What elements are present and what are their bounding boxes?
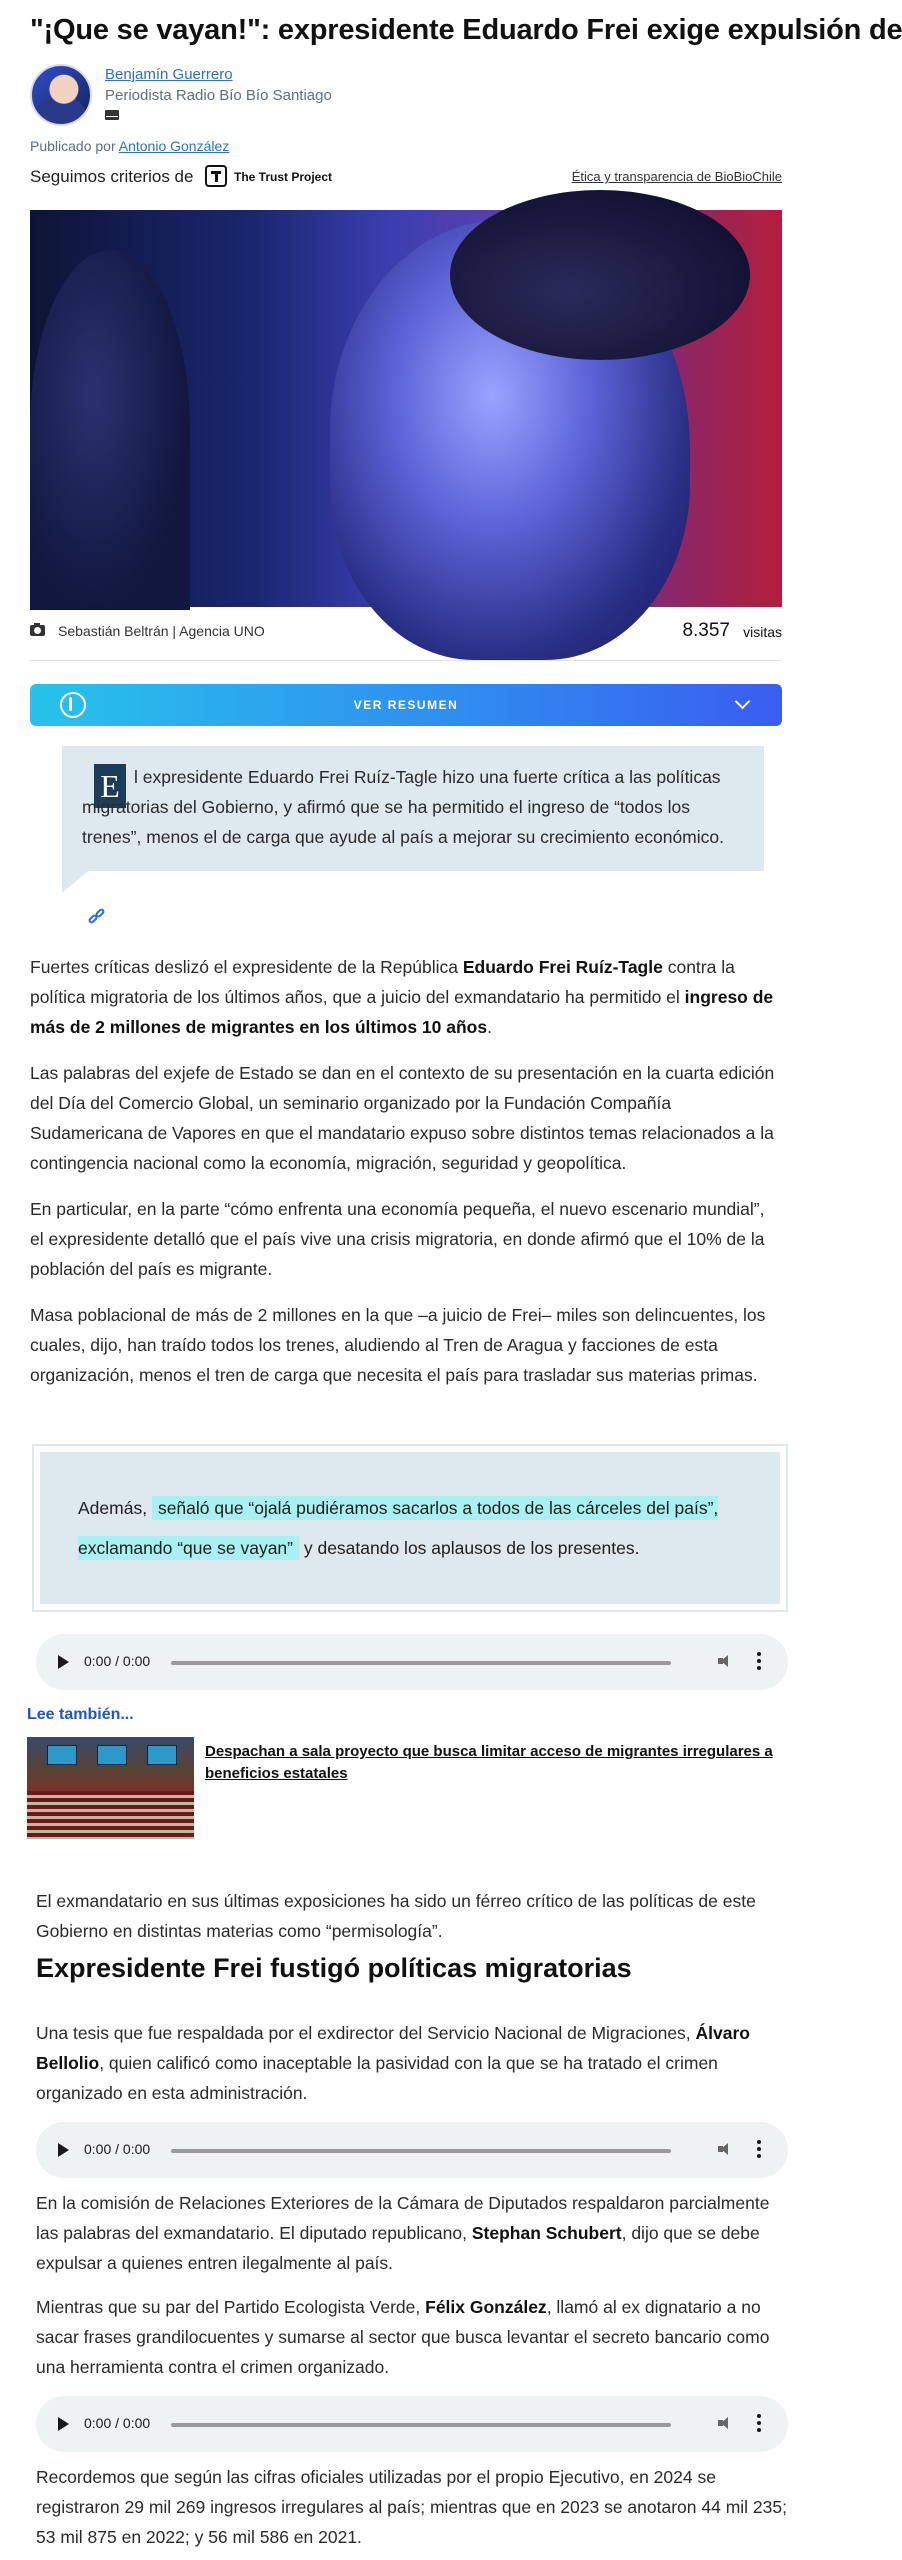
author-role: Periodista Radio Bío Bío Santiago	[105, 87, 332, 104]
text-run: Mientras que su par del Partido Ecologista Verde,	[36, 2297, 426, 2317]
text-run: Además,	[78, 1498, 152, 1518]
body-paragraph-7	[36, 2188, 788, 2278]
more-options-icon[interactable]	[757, 2140, 761, 2160]
related-article-link[interactable]: Despachan a sala proyecto que busca limitar acceso de migrantes irregulares a beneficios estatales	[205, 1743, 773, 1782]
text-run: contra la política migratoria de los últimos años, que a juicio del exmandatario ha permitido el	[30, 957, 735, 1007]
text-run: y desatando los aplausos de los presentes.	[298, 1538, 640, 1558]
trust-label: Seguimos criterios de	[30, 167, 194, 186]
visits-label: visitas	[743, 624, 782, 640]
play-icon[interactable]	[58, 1655, 69, 1669]
author-name-link[interactable]: Benjamín Guerrero	[105, 66, 233, 83]
body-paragraph-9: Recordemos que según las cifras oficiales utilizadas por el propio Ejecutivo, en 2024 se registraron 29 mil 269 ingresos irregulares al país; mientras que en 2023 se anotaron 44 mil 235; 53 mil 875 en 2022; y 56 mil 586 en 2021.	[36, 2467, 787, 2547]
photo-background-figure	[30, 250, 190, 610]
text-run: , dijo que se debe expulsar a quienes entren ilegalmente al país.	[36, 2223, 760, 2273]
text-run: , quien calificó como inaceptable la pasividad con la que se ha tratado el crimen organizado en esta administración.	[36, 2053, 718, 2103]
volume-icon[interactable]	[718, 2417, 726, 2429]
summary-label: VER RESUMEN	[353, 698, 459, 712]
body-paragraph-4: Masa poblacional de más de 2 millones en la que –a juicio de Frei– miles son delincuentes, los cuales, dijo, han traído todos los trenes, aludiendo al Tren de Aragua y facciones de esta organización, menos el tren de carga que necesita el país para trasladar sus materias primas.	[30, 1305, 766, 1385]
quote-inner	[40, 1452, 780, 1604]
lead-dropcap: E	[94, 764, 126, 808]
highlight-quote	[32, 1444, 788, 1612]
byline	[30, 64, 730, 130]
volume-icon[interactable]	[718, 2143, 726, 2155]
photo-caption-row	[30, 620, 782, 644]
text-run: , llamó al ex dignatario a no sacar frases grandilocuentes y sumarse al sector que busca levantar el secreto bancario como una herramienta contra el crimen organizado.	[36, 2297, 770, 2377]
section-title: Expresidente Frei fustigó políticas migratorias	[36, 1953, 632, 1983]
body-paragraph-8	[36, 2292, 788, 2382]
volume-icon[interactable]	[718, 1655, 726, 1667]
audio-progress-track[interactable]	[171, 2149, 671, 2153]
text-run: .	[487, 1017, 492, 1037]
more-options-icon[interactable]	[757, 2414, 761, 2434]
text-run: Una tesis que fue respaldada por el exdirector del Servicio Nacional de Migraciones,	[36, 2023, 696, 2043]
bold-run: Álvaro Bellolio	[36, 2023, 750, 2073]
audio-player	[36, 1634, 788, 1690]
quote-text	[78, 1488, 758, 1568]
lead-text: l expresidente Eduardo Frei Ruíz-Tagle hizo una fuerte crítica a las políticas migratorias del Gobierno, y afirmó que se ha permitido el ingreso de “todos los trenes”, menos el de carga que ayude al país a mejorar su crecimiento económico.	[82, 767, 724, 847]
body-paragraph-1	[30, 952, 782, 1042]
related-thumbnail[interactable]	[27, 1737, 194, 1839]
audio-time: 0:00 / 0:00	[84, 1653, 151, 1669]
related-label: Lee también...	[27, 1706, 134, 1723]
body-paragraph-6	[36, 2018, 788, 2108]
trust-project-logo-icon[interactable]	[205, 165, 227, 187]
bold-run: Félix González	[425, 2297, 547, 2317]
author-avatar[interactable]	[30, 64, 92, 126]
play-icon[interactable]	[58, 2417, 69, 2431]
more-options-icon[interactable]	[757, 1652, 761, 1672]
divider	[30, 660, 782, 661]
body-paragraph-3: En particular, en la parte “cómo enfrenta una economía pequeña, el nuevo escenario mundial”, el expresidente detalló que el país vive una crisis migratoria, en donde afirmó que el 10% de la población del país es migrante.	[30, 1199, 765, 1279]
share-link-icon[interactable]	[88, 908, 106, 926]
thumb-seats	[27, 1791, 194, 1839]
audio-time: 0:00 / 0:00	[84, 2415, 151, 2431]
body-paragraph-2: Las palabras del exjefe de Estado se dan en el contexto de su presentación en la cuarta edición del Día del Comercio Global, un seminario organizado por la Fundación Compañía Sudamericana de Vapores en que el mandatario expuso sobre distintos temas relacionados a la contingencia nacional como la economía, migración, seguridad y geopolítica.	[30, 1063, 775, 1173]
text-run: Fuertes críticas deslizó el expresidente de la República	[30, 957, 463, 977]
editor-link[interactable]: Antonio González	[118, 138, 230, 154]
article-headline: "¡Que se vayan!": expresidente Eduardo Frei exige expulsión de	[30, 14, 902, 46]
thumb-screen	[147, 1745, 177, 1765]
photo-hair	[450, 190, 750, 360]
bold-run: Eduardo Frei Ruíz-Tagle	[462, 957, 663, 977]
summary-toggle-button[interactable]	[30, 684, 782, 726]
thumb-screen	[47, 1745, 77, 1765]
audio-player	[36, 2396, 788, 2452]
trust-row	[30, 164, 782, 190]
photo-credit: Sebastián Beltrán | Agencia UNO	[58, 623, 265, 639]
thumb-screen	[97, 1745, 127, 1765]
ethics-link[interactable]: Ética y transparencia de BioBioChile	[571, 169, 782, 184]
camera-icon	[30, 625, 45, 636]
play-icon[interactable]	[58, 2143, 69, 2157]
audio-progress-track[interactable]	[171, 1661, 671, 1665]
visits-count: 8.357	[682, 620, 730, 641]
hero-photo	[30, 210, 782, 607]
bold-run: ingreso de más de 2 millones de migrantes en los últimos 10 años	[30, 987, 774, 1037]
audio-progress-track[interactable]	[171, 2423, 671, 2427]
bold-run: Stephan Schubert	[471, 2223, 622, 2243]
envelope-icon[interactable]	[105, 110, 119, 120]
highlighted-text: señaló que “ojalá pudiéramos sacarlos a todos de las cárceles del país”, exclamando “que se vayan”	[78, 1498, 719, 1558]
body-paragraph-5: El exmandatario en sus últimas exposiciones ha sido un férreo crítico de las políticas de este Gobierno en distintas materias como “permisología”.	[36, 1891, 756, 1941]
lead-box	[62, 746, 764, 871]
published-prefix: Publicado por	[30, 138, 116, 154]
published-by	[30, 138, 229, 154]
audio-player	[36, 2122, 788, 2178]
text-run: En la comisión de Relaciones Exteriores de la Cámara de Diputados respaldaron parcialmente las palabras del exmandatario. El diputado republicano,	[36, 2193, 770, 2243]
trust-project-name[interactable]: The Trust Project	[234, 170, 333, 184]
audio-time: 0:00 / 0:00	[84, 2141, 151, 2157]
